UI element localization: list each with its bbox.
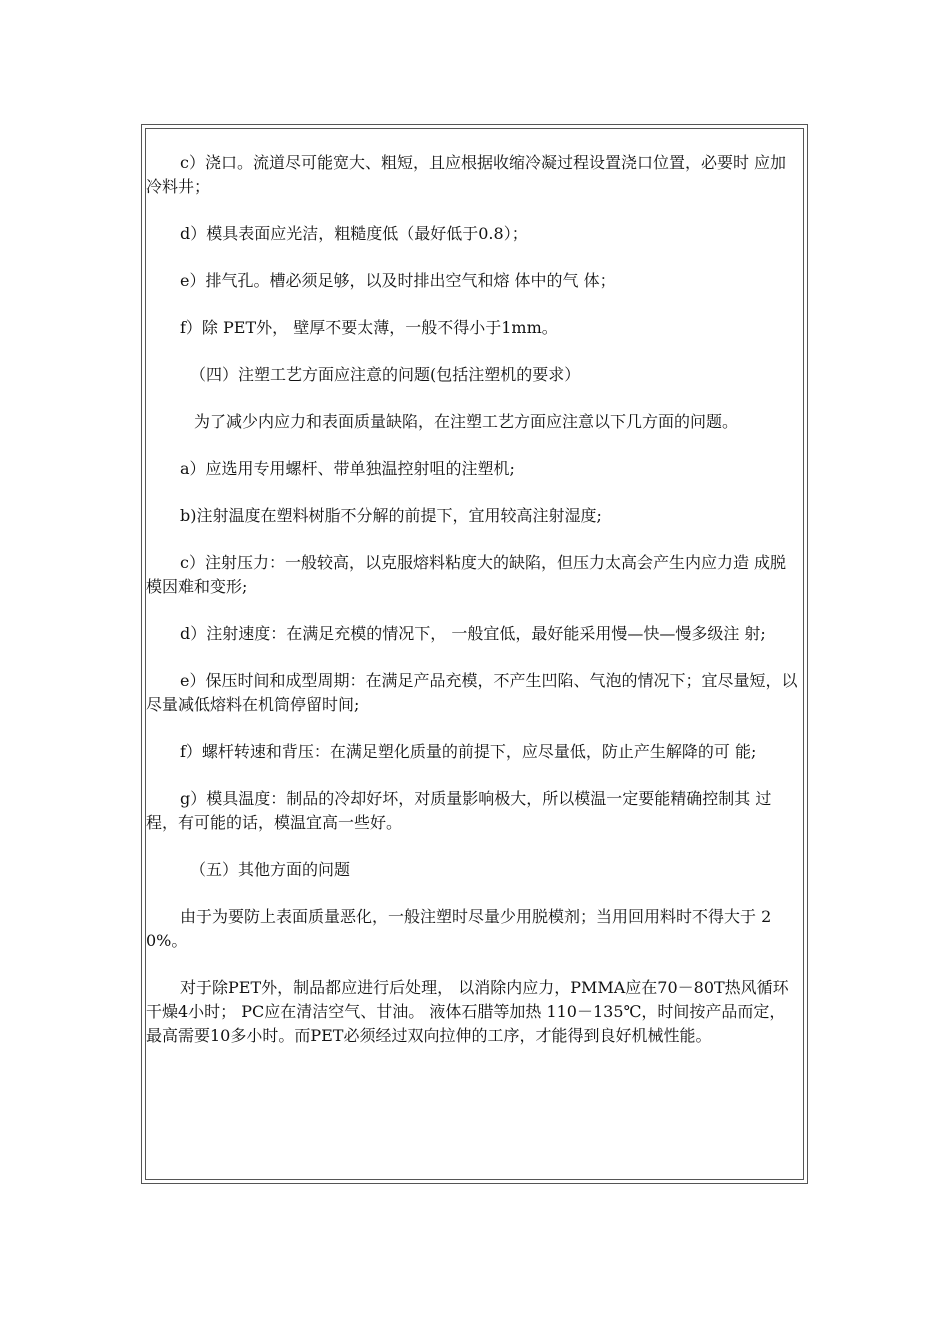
paragraph-injection-speed: d）注射速度：在满足充模的情况下， 一般宜低，最好能采用慢—快—慢多级注 射; xyxy=(180,624,766,643)
paragraph-injection-temp: b)注射温度在塑料树脂不分解的前提下，宜用较高注射湿度; xyxy=(180,506,602,525)
paragraph-intro: 为了减少内应力和表面质量缺陷，在注塑工艺方面应注意以下几方面的问题。 xyxy=(194,412,739,431)
document-body xyxy=(146,151,801,1071)
paragraph-gate: c）浇口。流道尽可能宽大、粗短，且应根据收缩冷凝过程设置浇口位置，必要时 应加冷料井； xyxy=(146,153,787,196)
paragraph-mold-temp: g）模具温度：制品的冷却好坏，对质量影响极大，所以模温一定要能精确控制其 过程，有可能的话，模温宜高一些好。 xyxy=(146,789,772,832)
paragraph-post-treatment: 对于除PET外，制品都应进行后处理， 以消除内应力，PMMA应在70－80T热风循环干燥4小时； PC应在清洁空气、甘油。 液体石腊等加热 110－135℃，时间按产品而定，最高需要10多小时。而PET必须经过双向拉伸的工序，才能得到良好机械性能。 xyxy=(146,978,789,1045)
section-heading-4: （四）注塑工艺方面应注意的问题(包括注塑机的要求） xyxy=(190,365,581,384)
paragraph-release-agent: 由于为要防上表面质量恶化，一般注塑时尽量少用脱模剂；当用回用料时不得大于 20%。 xyxy=(146,907,772,950)
section-heading-5: （五）其他方面的问题 xyxy=(190,860,351,879)
document-frame xyxy=(141,124,808,1184)
paragraph-vent: e）排气孔。槽必须足够，以及时排出空气和熔 体中的气 体； xyxy=(180,271,616,290)
paragraph-holding-time: e）保压时间和成型周期：在满足产品充模，不产生凹陷、气泡的情况下；宜尽量短，以尽量减低熔料在机筒停留时间; xyxy=(146,671,798,714)
paragraph-mold-surface: d）模具表面应光洁，粗糙度低（最好低于0.8）； xyxy=(180,224,528,243)
paragraph-screw-speed: f）螺杆转速和背压：在满足塑化质量的前提下，应尽量低，防止产生解降的可 能; xyxy=(180,742,757,761)
paragraph-wall-thickness: f）除 PET外， 壁厚不要太薄，一般不得小于1mm。 xyxy=(180,318,558,337)
paragraph-injection-pressure: c）注射压力：一般较高，以克服熔料粘度大的缺陷，但压力太高会产生内应力造 成脱模因难和变形; xyxy=(146,553,787,596)
paragraph-screw: a）应选用专用螺杆、带单独温控射咀的注塑机; xyxy=(180,459,515,478)
